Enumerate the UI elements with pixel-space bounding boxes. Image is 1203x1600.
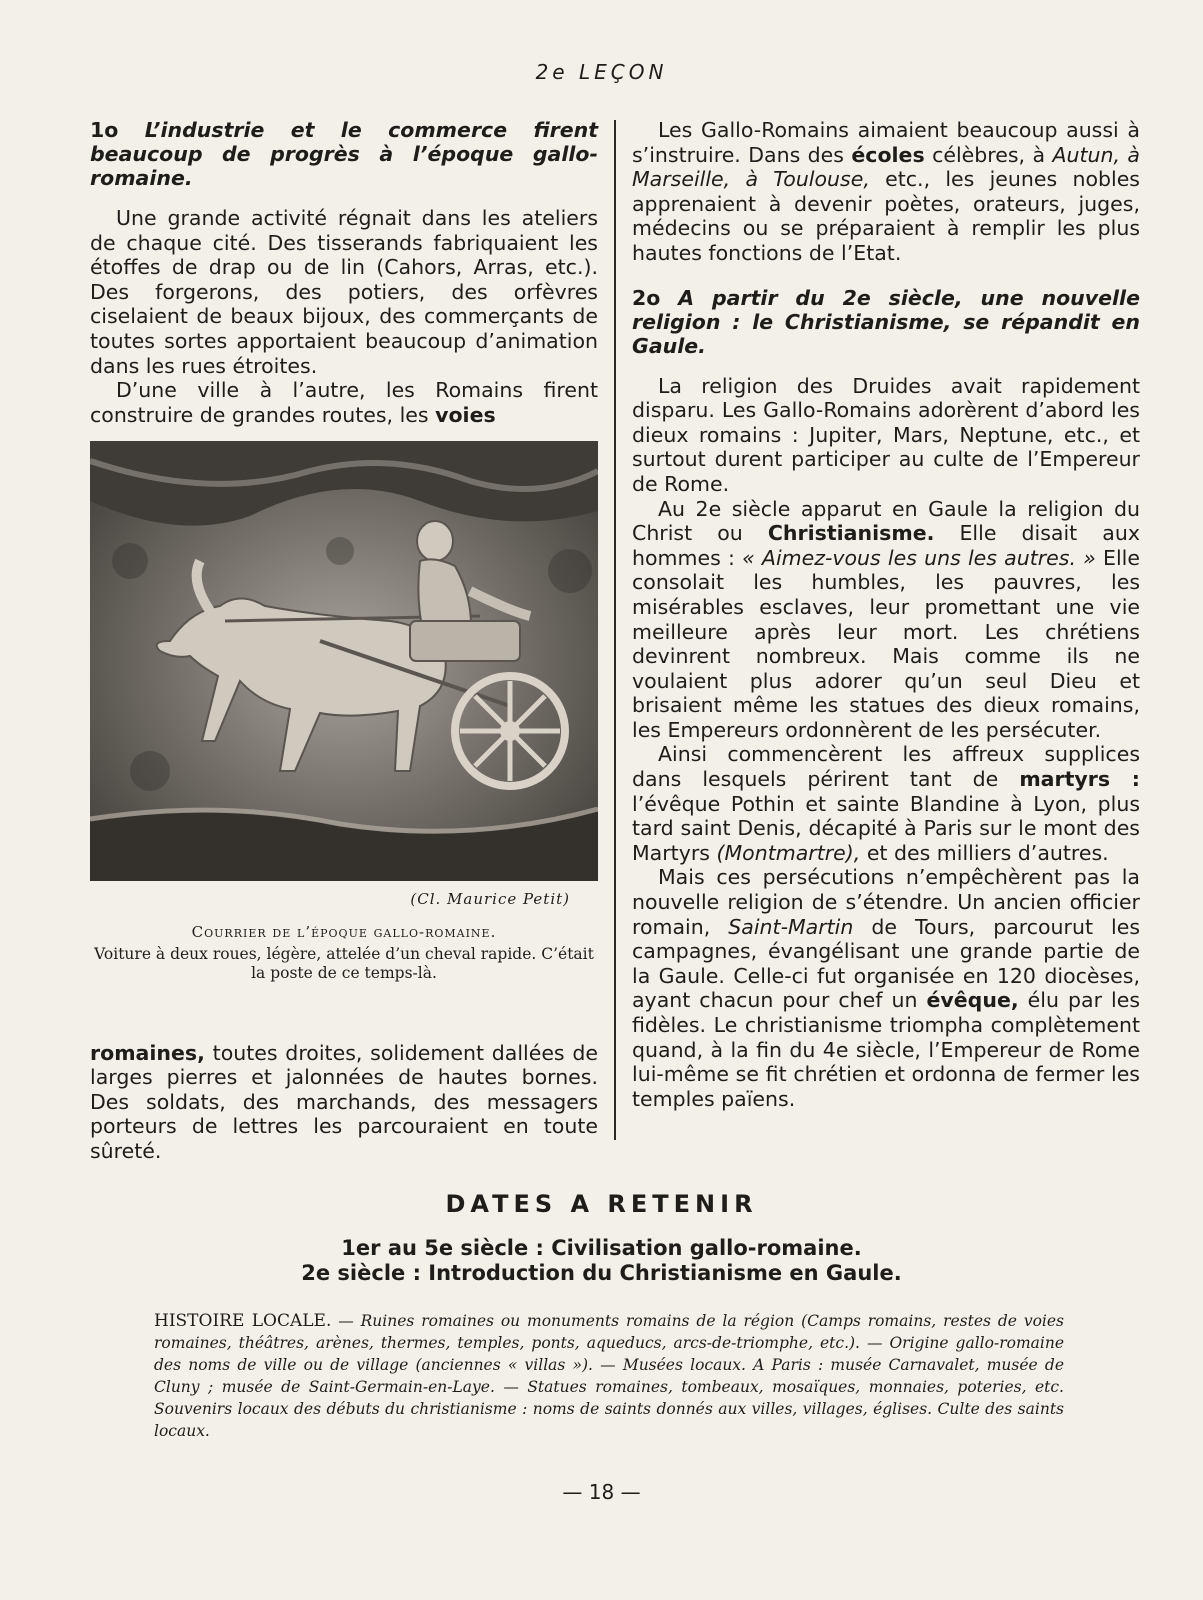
bold-term: voies: [435, 402, 496, 427]
heading-number: 1o: [90, 118, 119, 142]
italic-term: Saint-Martin: [728, 914, 854, 939]
heading-text: A partir du 2e siècle, une nouvelle religion : le Christianisme, se répandit en Gaule.: [632, 285, 1140, 358]
paragraph: La religion des Druides avait rapidement disparu. Les Gallo-Romains adorèrent d’abord les dieux romains : Jupiter, Mars, Neptune, etc., et surtout durent participer au culte de l’Empereur de Rome.: [632, 373, 1140, 496]
text-run: élu par les fidèles. Le christianisme triompha complètement quand, à la fin du 4e siècle, l’Empereur de Rome lui-même se fit chrétien et ordonna de fermer les temples païens.: [632, 988, 1140, 1111]
text-run: Elle disait aux hommes :: [632, 521, 1140, 570]
text-run: célèbres, à: [924, 142, 1053, 167]
paragraph: Une grande activité régnait dans les ateliers de chaque cité. Des tisserands fabriquaient les étoffes de drap ou de lin (Cahors, Arras, etc.). Des forgerons, des potiers, des orfèvres ciselaient de beaux bijoux, des commerçants de toutes sortes apportaient beaucoup d’animation dans les rues étroites.: [90, 206, 598, 378]
dates-box: [0, 1190, 1203, 1286]
paragraph: [632, 118, 1140, 266]
local-history-text: — Ruines romaines ou monuments romains de la région (Camps romains, restes de voies romaines, théâtres, arènes, thermes, temples, ponts, aqueducs, arcs-de-triomphe, etc.). — Origine gallo-romaine des noms de ville ou de village (anciennes « villas »). — Musées locaux. A Paris : musée Carnavalet, musée de Cluny ; musée de Saint-Germain-en-Laye. — Statues romaines, tombeaux, mosaïques, monnaies, poteries, etc. Souvenirs locaux des débuts du christianisme : noms de saints donnés aux villes, villages, églises. Culte des saints locaux.: [154, 1312, 1064, 1440]
local-history-note: [154, 1310, 1064, 1442]
text-run: Les Gallo-Romains aimaient beaucoup aussi à s’instruire. Dans des: [632, 118, 1140, 167]
italic-term: (Montmartre),: [716, 840, 861, 865]
text-run: Au 2e siècle apparut en Gaule la religion du Christ ou: [632, 496, 1140, 546]
text-run: etc., les jeunes nobles apprenaient à devenir poètes, orateurs, juges, médecins ou se préparaient à remplir les plus hautes fonctions de l’Etat.: [632, 167, 1140, 265]
caption-title: Courrier de l’époque gallo-romaine.: [191, 922, 497, 941]
relief-photo: [90, 441, 598, 881]
text-run: D’une ville à l’autre, les Romains firent construire de grandes routes, les: [90, 378, 598, 427]
section-heading-1: [90, 118, 598, 190]
heading-text: L’industrie et le commerce firent beaucoup de progrès à l’époque gallo-romaine.: [90, 118, 599, 190]
text-run: Elle consolait les humbles, les pauvres, les misérables esclaves, leur promettant une vie meilleure après leur mort. Les chrétiens devinrent nombreux. Mais comme ils ne voulaient plus adorer qu’un seul Dieu et brisaient même les statues des dieux romains, les Empereurs ordonnèrent de les persécuter.: [632, 545, 1140, 742]
text-run: toutes droites, solidement dallées de larges pierres et jalonnées de hautes bornes. Des soldats, des marchands, des messagers porteurs de lettres les parcouraient en toute sûreté.: [90, 1040, 598, 1163]
right-column: [632, 118, 1140, 1111]
text-run: et des milliers d’autres.: [860, 840, 1109, 865]
italic-term: « Aimez-vous les uns les autres. »: [742, 545, 1096, 570]
bold-term: Christianisme.: [767, 521, 935, 546]
paragraph: [632, 865, 1140, 1111]
italic-term: Autun, à Marseille, à Toulouse,: [632, 142, 1140, 192]
section-heading-2: [632, 286, 1140, 358]
caption-text: Voiture à deux roues, légère, attelée d’un cheval rapide. C’était la poste de ce temps-là.: [94, 944, 594, 982]
bold-term: écoles: [851, 142, 925, 167]
bold-term: romaines,: [90, 1040, 205, 1065]
local-history-lead: HISTOIRE LOCALE.: [154, 1311, 332, 1331]
date-line: 2e siècle : Introduction du Christianisme en Gaule.: [301, 1261, 902, 1285]
heading-number: 2o: [632, 285, 661, 310]
figure: [90, 441, 598, 982]
paragraph: [90, 1041, 598, 1164]
dates-title: DATES A RETENIR: [445, 1190, 758, 1218]
column-divider: [614, 120, 616, 1140]
page-header: 2e LEÇON: [535, 60, 668, 84]
text-run: Ainsi commencèrent les affreux supplices dans lesquels périrent tant de: [632, 742, 1140, 792]
date-line: 1er au 5e siècle : Civilisation gallo-romaine.: [341, 1236, 862, 1260]
paragraph: [90, 378, 598, 427]
left-column: [90, 118, 598, 1164]
text-run: l’évêque Pothin et sainte Blandine à Lyon, plus tard saint Denis, décapité à Paris sur le mont des Martyrs: [632, 791, 1140, 865]
paragraph: [632, 742, 1140, 865]
bold-term: martyrs :: [1019, 767, 1140, 792]
photo-credit: (Cl. Maurice Petit): [410, 890, 570, 909]
text-run: de Tours, parcourut les campagnes, évangélisant une grande partie de la Gaule. Celle-ci fut organisée en 120 diocèses, ayant chacun pour chef un: [632, 914, 1140, 1013]
bold-term: évêque,: [926, 988, 1019, 1013]
page-number: — 18 —: [562, 1480, 641, 1504]
paragraph: [632, 497, 1140, 743]
text-run: Mais ces persécutions n’empêchèrent pas la nouvelle religion de s’étendre. Un ancien officier romain,: [632, 865, 1140, 939]
chariot-relief-illustration: [90, 441, 598, 881]
